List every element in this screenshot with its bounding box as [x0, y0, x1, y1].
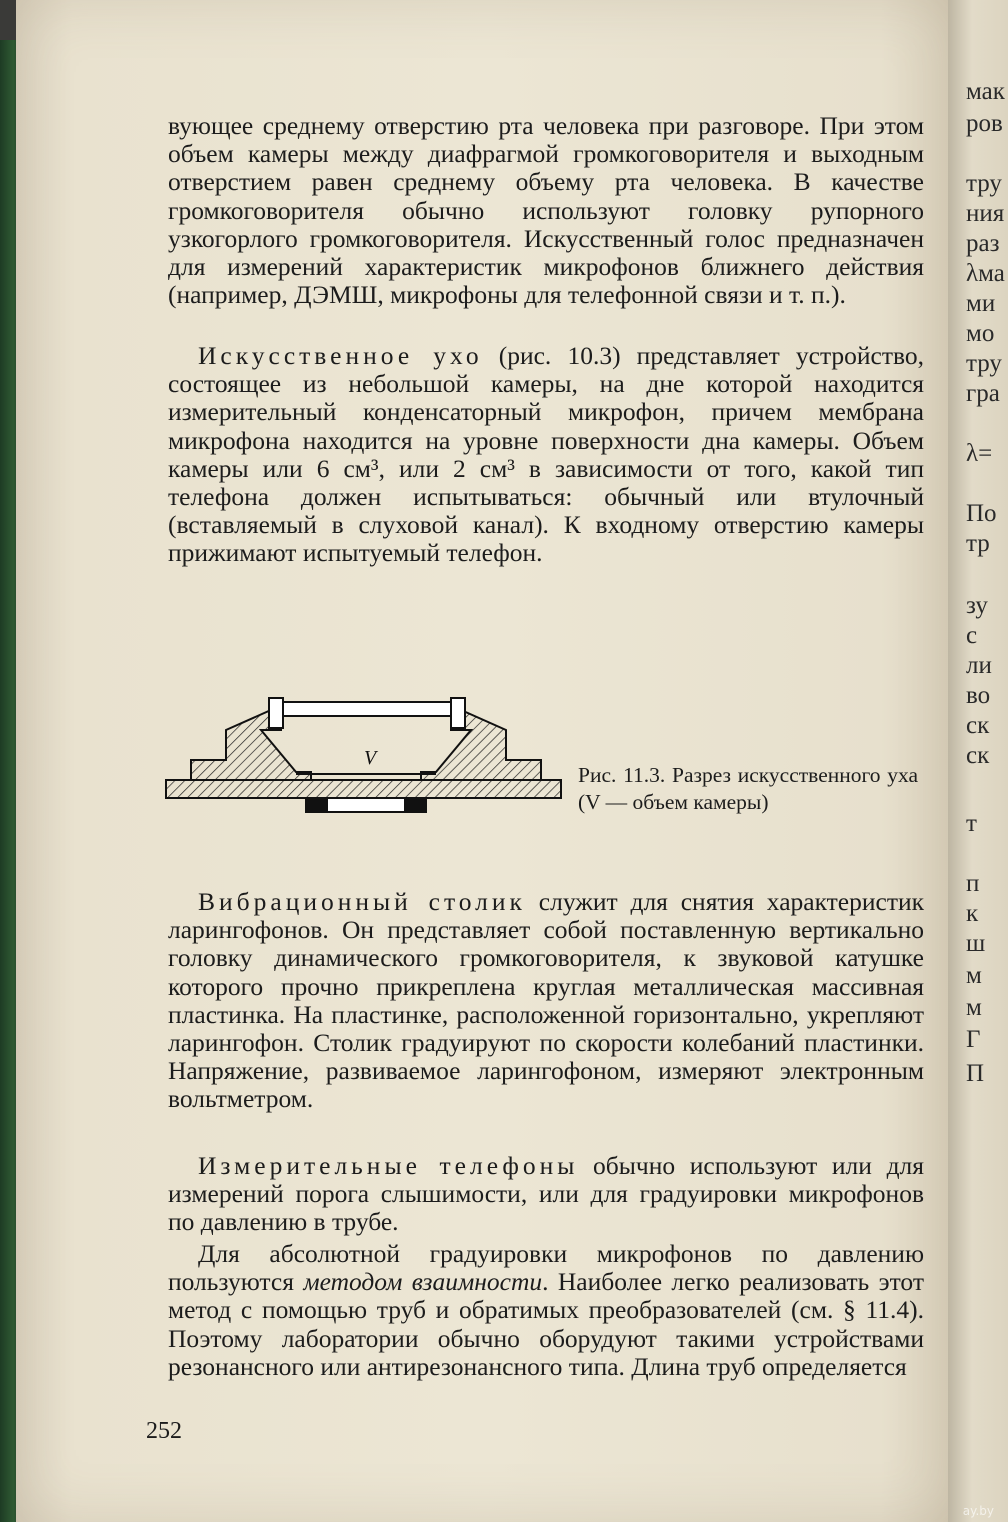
page-number: 252: [146, 1418, 182, 1444]
figure-caption: Рис. 11.3. Разрез искусственного уха (V — объем камеры): [578, 763, 918, 814]
fragment: с: [966, 622, 978, 649]
fragment: раз: [966, 230, 1000, 257]
italic-term: методом взаимности: [303, 1267, 543, 1297]
fragment: ров: [966, 110, 1003, 137]
paragraph-text: служит для снятия характеристик ларингофонов. Он представляет собой поставленную вертикально головку динамического громкоговорителя, к звуковой катушке которого прочно прикреплена круглая металлическая массивная пластинка. На пластинке, расположенной горизонтально, укрепляют ларингофон. Столик градуируют по скорости колебаний пластинки. Напряжение, развиваемое ларингофоном, измеряют электронным вольтметром.: [168, 887, 924, 1114]
base-plate: [166, 780, 561, 798]
fragment: м: [966, 994, 982, 1021]
paragraph-artificial-ear: [168, 342, 924, 568]
fragment: зу: [966, 592, 988, 619]
fragment: гра: [966, 380, 1000, 407]
paragraph-artificial-voice: [168, 112, 924, 309]
paragraph-text: . Наиболее легко реализовать этот метод с помощью труб и обратимых преобразователей (см. § 11.4). Поэтому лаборатории обычно оборудуют такими устройствами резонансного или антирезонансного типа. Длина труб определяется: [168, 1267, 924, 1381]
paragraph-text: (рис. 10.3) представляет устройство, состоящее из небольшой камеры, на дне которой находится измерительный конденсаторный микрофон, причем мембрана микрофона находится на уровне поверхности дна камеры. Объем камеры или 6 см³, или 2 см³ в зависимости от того, какой тип телефона должен испытываться: обычный или втулочный (вставляемый в слуховой канал). К входному отверстию камеры прижимают испытуемый телефон.: [168, 341, 925, 568]
artificial-ear-section-figure: [156, 690, 576, 820]
fragment: ли: [966, 652, 992, 679]
fragment: λ=: [966, 440, 993, 467]
fragment: ш: [966, 930, 986, 957]
right-wall: [421, 710, 541, 780]
telephone-plate: [274, 702, 460, 716]
term-measuring-phones: Измерительные телефоны: [198, 1151, 579, 1180]
fragment: ск: [966, 712, 990, 739]
fragment: м: [966, 962, 982, 989]
chamber-volume-label: V: [364, 747, 377, 769]
paragraph-text: Для абсолютной градуировки микрофонов по давлению пользуются: [168, 1239, 924, 1297]
paragraph-vibration-table: [168, 888, 924, 1114]
fragment: во: [966, 682, 991, 709]
next-page-edge: [948, 0, 1008, 1522]
fragment: к: [966, 900, 979, 927]
term-artificial-ear: Искусственное ухо: [198, 341, 483, 370]
paragraph-measuring-phones: [168, 1152, 924, 1237]
fragment: λма: [966, 260, 1005, 287]
fragment: тр: [966, 530, 990, 557]
paragraph-text: вующее среднему отверстию рта человека при разговоре. При этом объем камеры между диафрагмой громкоговорителя и выходным отверстием равен среднему объему рта человека. В качестве громкоговорителя обычно используют головку рупорного узкогорлого громкоговорителя. Искусственный голос предназначен для измерений характеристик микрофонов ближнего действия (например, ДЭМШ, микрофоны для телефонной связи и т. п.).: [168, 111, 924, 310]
term-vibration-table: Вибрационный столик: [198, 887, 526, 916]
fragment: П: [966, 1060, 985, 1087]
fragment: ск: [966, 742, 990, 769]
fragment: п: [966, 870, 980, 897]
watermark: ay.by: [962, 1504, 994, 1518]
fragment: тру: [966, 170, 1002, 197]
fragment: ми: [966, 290, 996, 317]
fragment: мо: [966, 320, 995, 347]
fragment: мак: [966, 78, 1005, 105]
fragment: т: [966, 810, 977, 837]
paragraph-absolute-calibration: [168, 1240, 924, 1381]
left-wall: [191, 710, 311, 780]
paragraph-text: обычно используют или для измерений порога слышимости, или для градуировки микрофонов по давлению в трубе.: [168, 1151, 924, 1237]
fragment: тру: [966, 350, 1002, 377]
fragment: По: [966, 500, 997, 527]
fragment: Г: [966, 1026, 981, 1053]
fragment: ния: [966, 200, 1005, 227]
book-page: [16, 0, 956, 1522]
